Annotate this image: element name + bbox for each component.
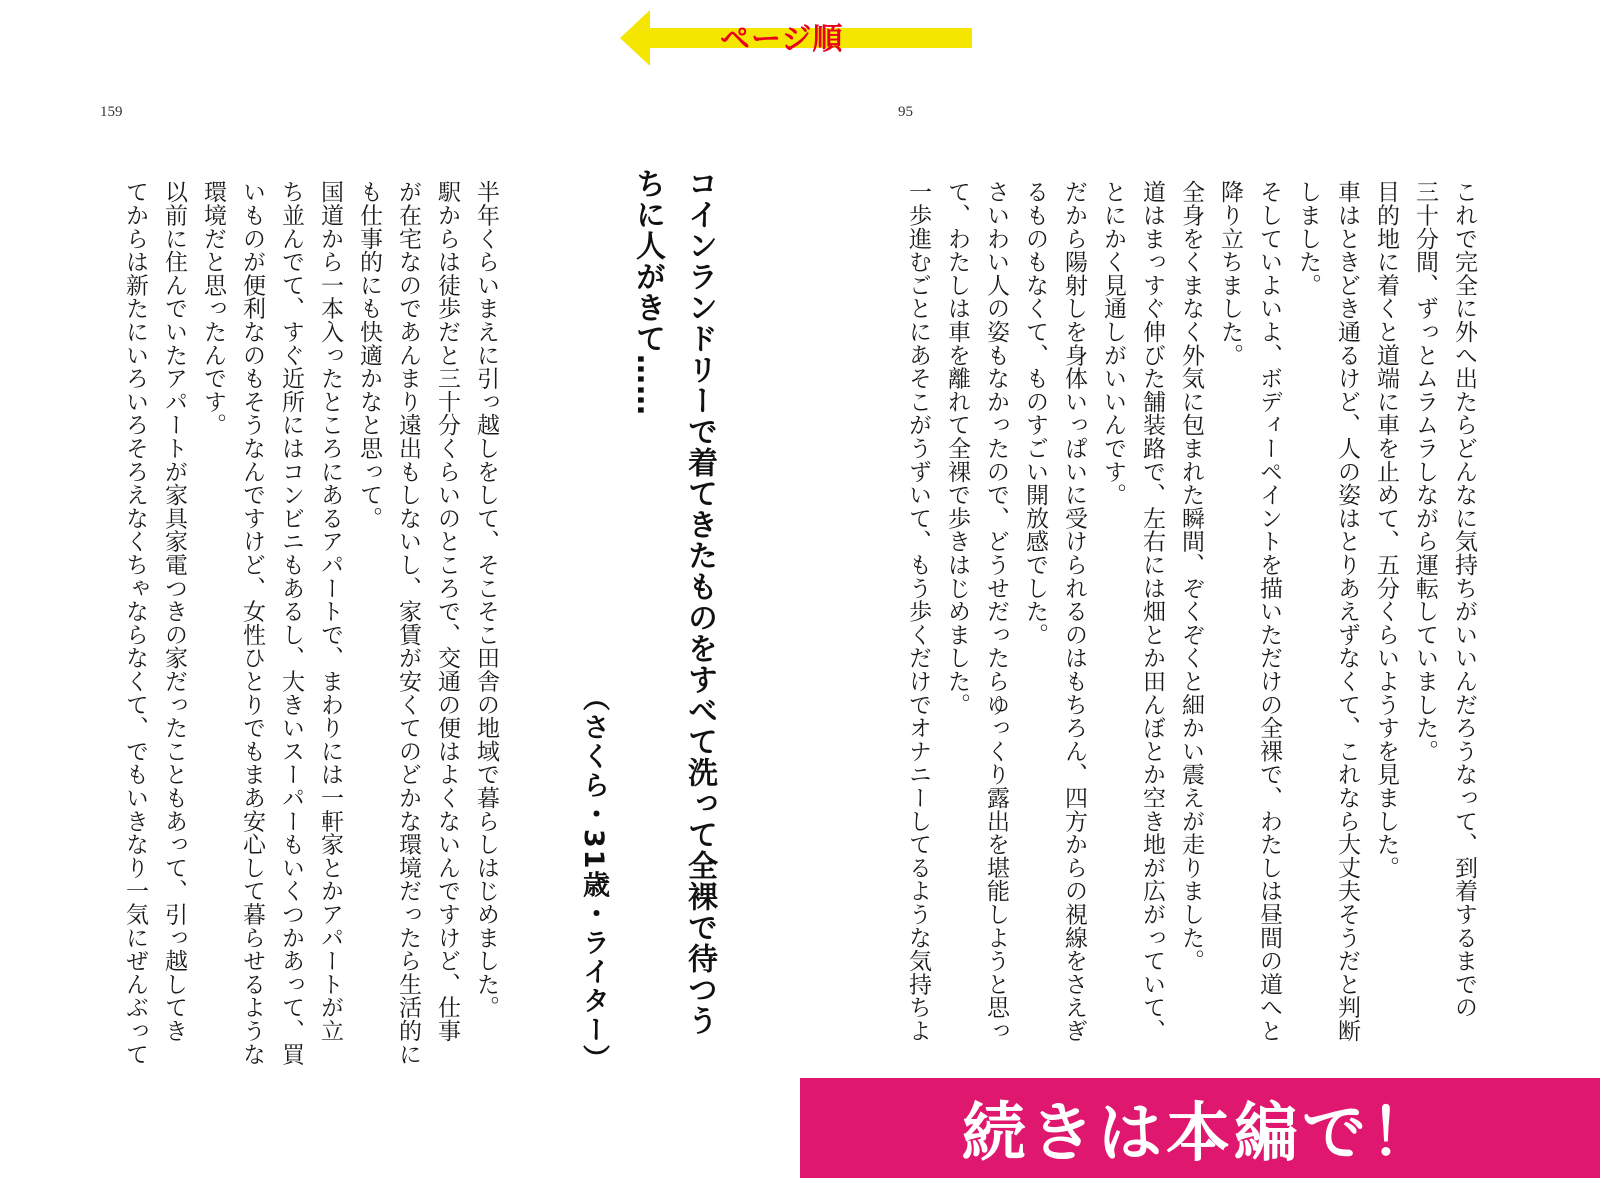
left-page-line: ち並んでて、すぐ近所にはコンビニもあるし、大きいスーパーもいくつかあって、買	[278, 180, 304, 1066]
continue-label: 続きは本編で！	[962, 1097, 1438, 1171]
left-page-line: いものが便利なのもそうなんですけど、女性ひとりでもまあ安心して暮らせるような	[239, 180, 265, 1066]
right-page-line: るものもなくて、ものすごい開放感でした。	[1022, 180, 1048, 646]
continue-banner[interactable]	[800, 1078, 1600, 1178]
left-page-number: 159	[100, 104, 123, 120]
right-page-number: 95	[898, 104, 913, 120]
story-heading-line: コインランドリーで着てきたものをすべて洗って全裸で待つう	[682, 168, 717, 1036]
right-page-line: 全身をくまなく外気に包まれた瞬間、ぞくぞくと細かい震えが走りました。	[1178, 180, 1204, 973]
right-page-line: さいわい人の姿もなかったので、どうせだったらゆっくり露出を堪能しようと思っ	[983, 180, 1009, 1043]
reading-order-arrow	[620, 6, 980, 70]
right-page-line: て、わたしは車を離れて全裸で歩きはじめました。	[944, 180, 970, 716]
right-page-line: 目的地に着くと道端に車を止めて、五分くらいようすを見ました。	[1373, 180, 1399, 879]
story-heading-line: ちに人がきて……	[630, 168, 665, 416]
right-page-line: 降り立ちました。	[1217, 180, 1243, 367]
left-page-line: 国道から一本入ったところにあるアパートで、まわりには一軒家とかアパートが立	[317, 180, 343, 1043]
story-byline: （さくら・31歳・ライター）	[578, 684, 609, 1074]
right-page-line: 一歩進むごとにあそこがうずいて、もう歩くだけでオナニーしてるような気持ちよ	[905, 180, 931, 1043]
left-page-line: 駅からは徒歩だと三十分くらいのところで、交通の便はよくないんですけど、仕事	[434, 180, 460, 1043]
left-page-line: てからは新たにいろいろそろえなくちゃならなくて、でもいきなり一気にぜんぶって	[122, 180, 148, 1066]
right-page-line: これで完全に外へ出たらどんなに気持ちがいいんだろうなって、到着するまでの	[1451, 180, 1477, 1019]
left-page-line: 以前に住んでいたアパートが家具家電つきの家だったこともあって、引っ越してき	[161, 180, 187, 1043]
left-page-line: 環境だと思ったんです。	[200, 180, 226, 437]
left-page-line: が在宅なのであんまり遠出もしないし、家賃が安くてのどかな環境だったら生活的に	[395, 180, 421, 1066]
right-page-line: 車はときどき通るけど、人の姿はとりあえずなくて、これなら大丈夫そうだと判断	[1334, 180, 1360, 1043]
right-page-line: しました。	[1295, 180, 1321, 297]
left-page-line: も仕事的にも快適かなと思って。	[356, 180, 382, 530]
right-page-line: 三十分間、ずっとムラムラしながら運転していました。	[1412, 180, 1438, 763]
right-page-line: とにかく見通しがいいんです。	[1100, 180, 1126, 507]
left-page-line: 半年くらいまえに引っ越しをして、そこそこ田舎の地域で暮らしはじめました。	[473, 180, 499, 1019]
reading-order-label: ページ順	[720, 22, 844, 57]
right-page-line: だから陽射しを身体いっぱいに受けられるのはもちろん、四方からの視線をさえぎ	[1061, 180, 1087, 1043]
right-page-line: 道はまっすぐ伸びた舗装路で、左右には畑とか田んぼとか空き地が広がっていて、	[1139, 180, 1165, 1043]
right-page-line: そしていよいよ、ボディーペイントを描いただけの全裸で、わたしは昼間の道へと	[1256, 180, 1282, 1043]
